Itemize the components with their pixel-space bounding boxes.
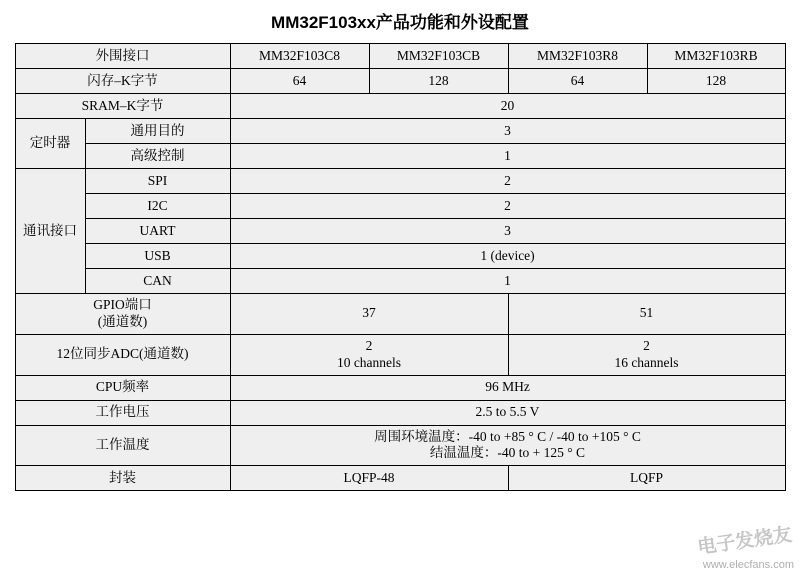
gpio-label-line1: GPIO端口: [93, 297, 152, 312]
row-label-temperature: 工作温度: [15, 425, 230, 466]
watermark-brand: 电子发烧友: [696, 524, 794, 559]
temperature-line1: 周围环境温度：-40 to +85 ° C / -40 to +105 ° C: [374, 428, 641, 444]
adc-left-line2: 10 channels: [336, 354, 402, 370]
row-label-adc: 12位同步ADC(通道数): [15, 334, 230, 375]
header-col-4: MM32F103RB: [647, 44, 785, 69]
table-row-spi: [15, 169, 785, 194]
table-row-sram: [15, 94, 785, 119]
table-row-i2c: [15, 194, 785, 219]
row-label-package: 封装: [15, 466, 230, 491]
spec-table: [15, 43, 786, 491]
row-sub-usb: USB: [85, 244, 230, 269]
row-label-cpu: CPU频率: [15, 375, 230, 400]
package-right-value: LQFP: [508, 466, 785, 491]
table-row-header: [15, 44, 785, 69]
flash-c8: 64: [230, 69, 369, 94]
table-row-uart: [15, 219, 785, 244]
header-row-label: 外围接口: [15, 44, 230, 69]
row-group-timer: 定时器: [15, 119, 85, 169]
sram-value: 20: [230, 94, 785, 119]
voltage-value: 2.5 to 5.5 V: [230, 400, 785, 425]
spi-value: 2: [230, 169, 785, 194]
i2c-value: 2: [230, 194, 785, 219]
adc-left-value: [230, 334, 508, 375]
adc-right-value: [508, 334, 785, 375]
header-col-1: MM32F103C8: [230, 44, 369, 69]
row-label-flash: 闪存–K字节: [15, 69, 230, 94]
row-label-gpio: [15, 294, 230, 335]
table-row-adc: [15, 334, 785, 375]
flash-r8: 64: [508, 69, 647, 94]
row-sub-general-purpose: 通用目的: [85, 119, 230, 144]
table-row-usb: [15, 244, 785, 269]
row-sub-uart: UART: [85, 219, 230, 244]
table-row-flash: [15, 69, 785, 94]
adc-left-line1: 2: [365, 337, 373, 353]
table-row-gpio: [15, 294, 785, 335]
gpio-left-value: 37: [230, 294, 508, 335]
row-label-sram: SRAM–K字节: [15, 94, 230, 119]
table-row-temperature: [15, 425, 785, 466]
table-row-cpu: [15, 375, 785, 400]
flash-rb: 128: [647, 69, 785, 94]
adc-right-line1: 2: [643, 337, 650, 353]
can-value: 1: [230, 269, 785, 294]
gpio-right-value: 51: [508, 294, 785, 335]
usb-value: 1 (device): [230, 244, 785, 269]
row-group-comms: 通讯接口: [15, 169, 85, 294]
cpu-value: 96 MHz: [230, 375, 785, 400]
header-col-3: MM32F103R8: [508, 44, 647, 69]
adc-right-line2: 16 channels: [614, 354, 679, 370]
row-label-voltage: 工作电压: [15, 400, 230, 425]
table-row-timer-general: [15, 119, 785, 144]
flash-cb: 128: [369, 69, 508, 94]
row-sub-spi: SPI: [85, 169, 230, 194]
temperature-value: [230, 425, 785, 466]
table-row-voltage: [15, 400, 785, 425]
gpio-label-line2: (通道数): [97, 313, 148, 329]
timer-advanced-value: 1: [230, 144, 785, 169]
header-col-2: MM32F103CB: [369, 44, 508, 69]
temperature-line2: 结温温度：-40 to + 125 ° C: [429, 445, 586, 461]
row-sub-can: CAN: [85, 269, 230, 294]
watermark-url: www.elecfans.com: [702, 559, 794, 571]
timer-general-value: 3: [230, 119, 785, 144]
package-left-value: LQFP-48: [230, 466, 508, 491]
table-row-package: [15, 466, 785, 491]
row-sub-advanced-control: 高级控制: [85, 144, 230, 169]
row-sub-i2c: I2C: [85, 194, 230, 219]
table-row-timer-advanced: [15, 144, 785, 169]
table-row-can: [15, 269, 785, 294]
page-title: MM32F103xx产品功能和外设配置: [271, 13, 529, 32]
uart-value: 3: [230, 219, 785, 244]
